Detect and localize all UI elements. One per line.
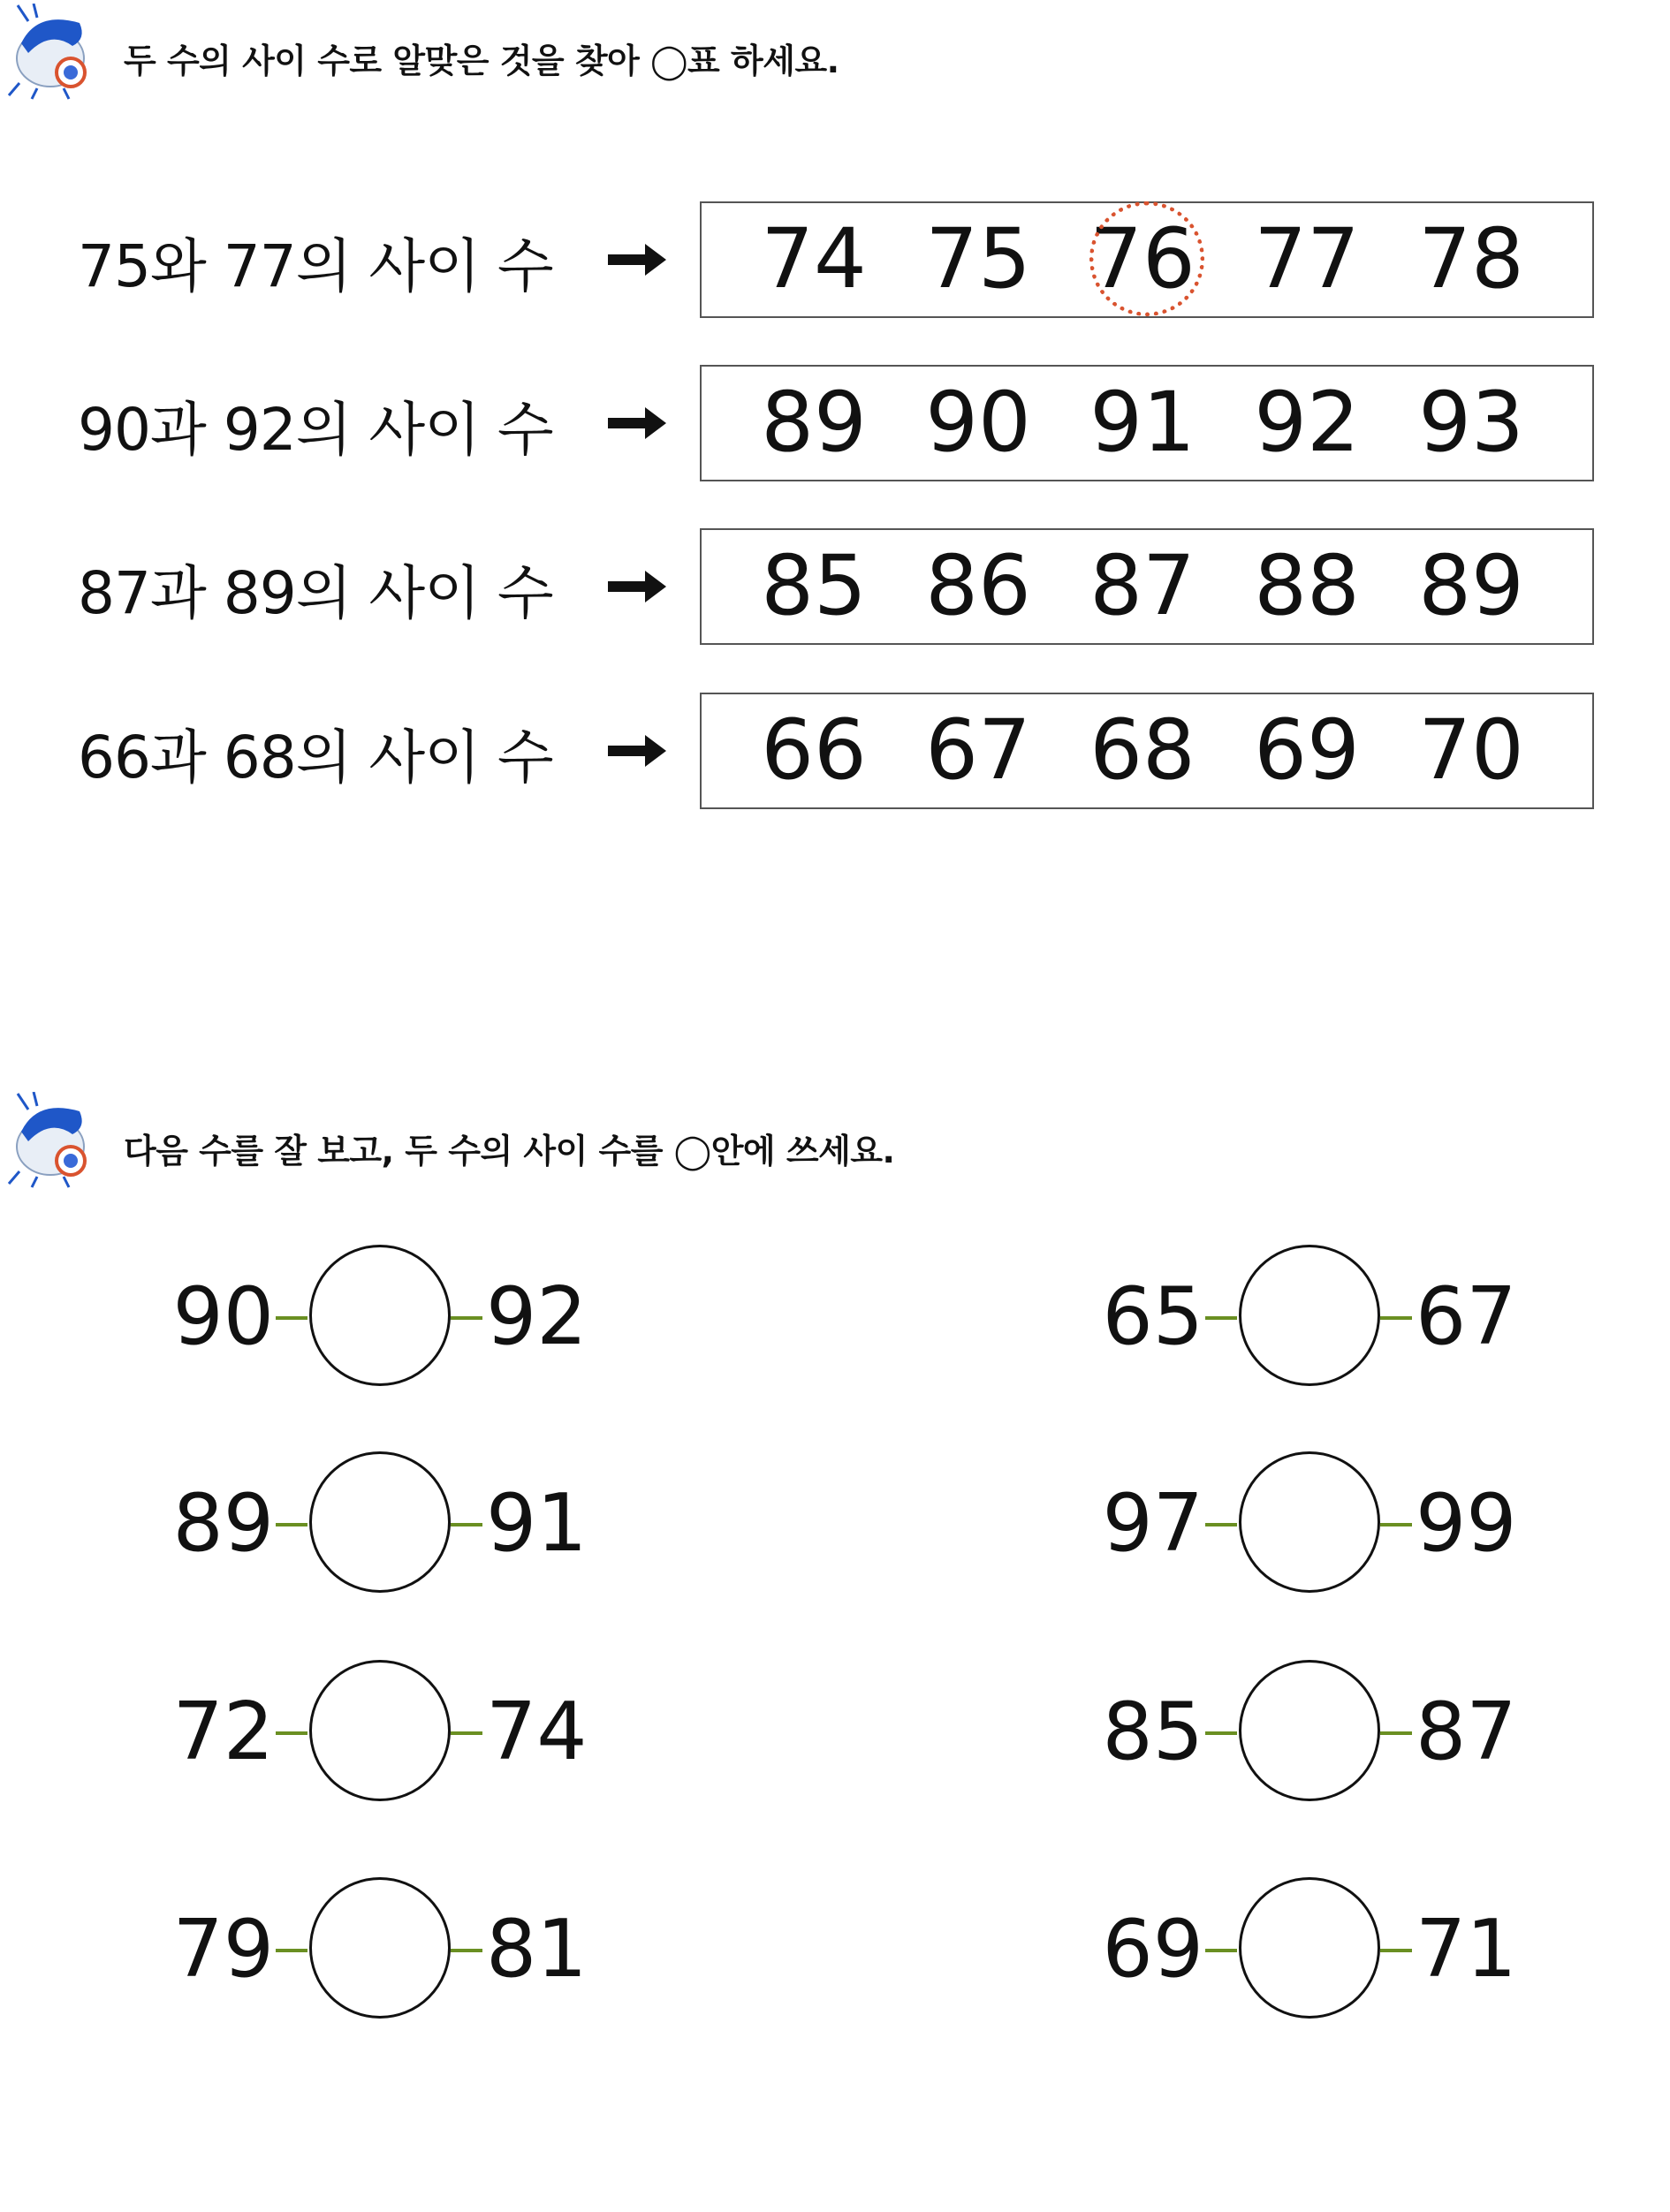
sequence-number-before: 65 xyxy=(1102,1270,1203,1363)
sequence-number-after: 99 xyxy=(1416,1477,1517,1570)
choice-number[interactable]: 67 xyxy=(925,702,1031,799)
connector-dash xyxy=(1380,1523,1412,1526)
connector-dash xyxy=(1205,1523,1237,1526)
choice-number[interactable]: 93 xyxy=(1418,375,1524,471)
connector-dash xyxy=(1205,1949,1237,1952)
sequence-number-after: 91 xyxy=(486,1477,588,1570)
sequence-number-after: 92 xyxy=(486,1270,588,1363)
sequence-number-before: 89 xyxy=(172,1477,274,1570)
answer-circle[interactable] xyxy=(1239,1451,1380,1593)
number-sequence xyxy=(0,1657,1670,1807)
row-label: 75와 77의 사이 수 xyxy=(78,232,553,300)
connector-dash xyxy=(1380,1316,1412,1320)
choice-number[interactable]: 78 xyxy=(1418,211,1524,307)
right-arrow-icon xyxy=(606,242,668,277)
answer-circle[interactable] xyxy=(1239,1660,1380,1801)
choice-number[interactable]: 89 xyxy=(761,375,867,471)
section2-instruction: 다음 수를 잘 보고, 두 수의 사이 수를 ◯안에 쓰세요. xyxy=(124,1132,895,1170)
number-sequence xyxy=(0,1242,1670,1392)
choice-number[interactable]: 68 xyxy=(1089,702,1196,799)
sequence-number-before: 97 xyxy=(1102,1477,1203,1570)
connector-dash xyxy=(1205,1731,1237,1735)
choice-number[interactable]: 75 xyxy=(925,211,1031,307)
answer-circle[interactable] xyxy=(1239,1877,1380,2019)
answer-circle[interactable] xyxy=(1239,1245,1380,1386)
row-label: 90과 92의 사이 수 xyxy=(78,396,553,464)
sequence-number-after: 67 xyxy=(1416,1270,1517,1363)
sequence-number-before: 90 xyxy=(172,1270,274,1363)
choice-number[interactable]: 90 xyxy=(925,375,1031,471)
sequence-number-after: 87 xyxy=(1416,1686,1517,1778)
choice-number[interactable]: 86 xyxy=(925,538,1031,634)
sequence-number-before: 85 xyxy=(1102,1686,1203,1778)
choice-number[interactable]: 88 xyxy=(1254,538,1360,634)
sequence-number-after: 71 xyxy=(1416,1903,1517,1996)
choice-box xyxy=(700,528,1594,645)
choice-box xyxy=(700,201,1594,318)
row-label: 66과 68의 사이 수 xyxy=(78,723,553,792)
bug-mascot-icon xyxy=(2,4,99,101)
bug-mascot-icon xyxy=(2,1092,99,1189)
right-arrow-icon xyxy=(606,569,668,604)
choice-number-circled[interactable]: 76 xyxy=(1085,203,1200,316)
number-sequence xyxy=(0,1449,1670,1599)
choice-box xyxy=(700,693,1594,809)
choice-number[interactable]: 77 xyxy=(1254,211,1360,307)
choice-number[interactable]: 66 xyxy=(761,702,867,799)
sequence-number-after: 81 xyxy=(486,1903,588,1996)
choice-number[interactable]: 87 xyxy=(1089,538,1196,634)
connector-dash xyxy=(1380,1731,1412,1735)
sequence-number-before: 69 xyxy=(1102,1903,1203,1996)
row-label: 87과 89의 사이 수 xyxy=(78,559,553,627)
sequence-number-before: 79 xyxy=(172,1903,274,1996)
section1-instruction: 두 수의 사이 수로 알맞은 것을 찾아 ◯표 하세요. xyxy=(124,42,839,80)
connector-dash xyxy=(1380,1949,1412,1952)
choice-number[interactable]: 69 xyxy=(1254,702,1360,799)
choice-number[interactable]: 74 xyxy=(761,211,867,307)
right-arrow-icon xyxy=(606,405,668,441)
choice-number[interactable]: 92 xyxy=(1254,375,1360,471)
choice-number[interactable]: 70 xyxy=(1418,702,1524,799)
connector-dash xyxy=(1205,1316,1237,1320)
choice-number[interactable]: 85 xyxy=(761,538,867,634)
number-sequence xyxy=(0,1875,1670,2025)
sequence-number-before: 72 xyxy=(172,1686,274,1778)
choice-number[interactable]: 91 xyxy=(1089,375,1196,471)
choice-box xyxy=(700,365,1594,481)
choice-number[interactable]: 89 xyxy=(1418,538,1524,634)
right-arrow-icon xyxy=(606,733,668,769)
sequence-number-after: 74 xyxy=(486,1686,588,1778)
